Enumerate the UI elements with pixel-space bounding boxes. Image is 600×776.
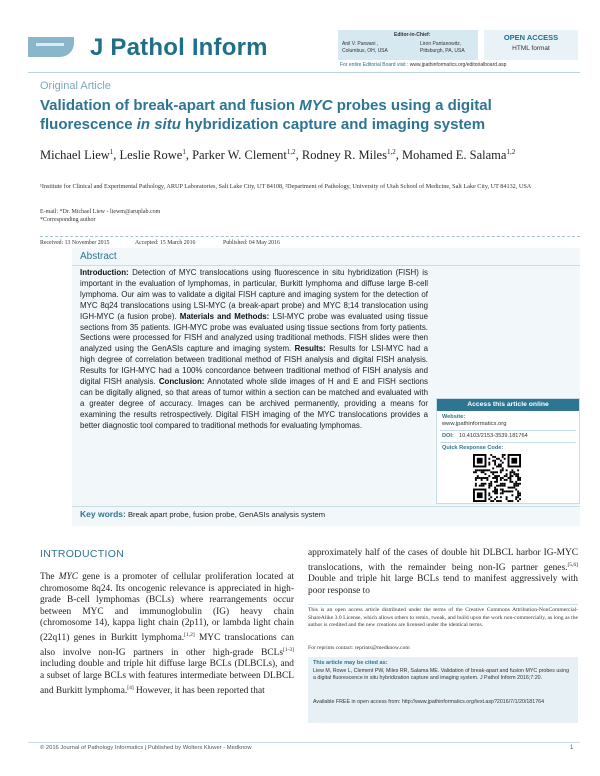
qr-code-icon[interactable] [473,454,521,502]
title-myc: MYC [299,97,333,114]
access-panel-header: Access this article online [437,399,579,411]
abstract-results-label: Results: [294,344,326,354]
editorial-board-line [340,62,580,68]
abstract-intro-text: Detection of MYC translocations using fluorescence in situ hybridization (FISH) is important in the evaluation of lymphomas, in particular, Burkitt lymphoma and diffuse large B-cell lymphoma. Our aim was to validate a digital FISH capture and imaging system for the detection of MYC 8q24 translocations using LSI-MYC (a break-apart probe) and MYC 8;14 translocation using IGH-MYC (a fusion probe). [80,268,428,321]
abstract-conclusion-label: Conclusion: [158,377,205,387]
journal-logo [28,34,318,62]
corresponding-author-note: *Corresponding author [40,217,96,223]
abstract-divider [72,265,580,266]
abstract-conclusion-text: Annotated whole slide images of H and E and FISH sections can be digitally aligned, so that areas of tumor within a section can be matched and evaluated with a greater degree of accuracy. Images can be archived permanently, providing a means for examining the results retrospectively. Digital FISH imaging of the MYC translocations provides a better diagnostic tool compared to traditional methods for evaluating lymphomas. [80,377,428,430]
article-title [40,96,570,134]
keywords-list: Break apart probe, fusion probe, GenASIs analysis system [127,510,326,519]
intro-text: Double and triple hit large BCLs tend to manifest aggressively with poor response to [308,574,578,596]
title-part-1: Validation of break-apart and fusion [40,97,300,114]
journal-name: J Pathol Inform [90,34,268,61]
citation-ref[interactable]: [1-3] [283,646,294,653]
open-access-label: OPEN ACCESS [503,33,559,42]
access-online-panel [436,398,580,504]
doi-value[interactable]: 10.4103/2153-3539.181764 [459,433,528,439]
author-affiliation: 1,2 [506,148,516,156]
author-name: Michael Liew [40,148,110,163]
website-label: Website: [442,414,466,420]
article-type: Original Article [40,80,111,92]
editor-1-location: Columbus, OH, USA [342,48,388,54]
logo-mark-icon [28,37,74,57]
header-divider [28,72,580,73]
editorial-board-link[interactable]: www.jpathinformatics.org/editorialboard.asp [409,62,507,68]
author-affiliation: 1,2 [386,148,396,156]
author-name: Mohamed E. Salama [401,148,507,163]
availability-link[interactable]: Available FREE in open access from: http://www.jpathinformatics.org/text.asp?2016/7/1/20/181764 [313,699,545,705]
corresponding-email[interactable]: E-mail: *Dr. Michael Liew - liewm@aruplab.com [40,209,161,215]
title-part-3: hybridization capture and imaging system [180,116,486,133]
access-divider [440,430,576,431]
citation-box [308,657,578,723]
title-in-situ: in situ [136,116,181,133]
intro-text: MYC translocations can also involve non-IG partners in other high-grade BCLs [40,633,294,658]
editor-title: Editor-in-Chief: [394,32,431,38]
keywords [80,509,430,519]
introduction-column-2 [308,548,578,598]
abstract-intro-label: Introduction: [80,268,129,277]
abstract-methods-label: Materials and Methods: [179,311,270,321]
qr-code-label: Quick Response Code: [442,445,504,451]
citation-text: Liew M, Rowe L, Clement PW, Miles RR, Salama ME. Validation of break-apart and fusion MYC probes using a digital fluorescence in situ hybridization capture and imaging system. J Pathol Inform 2016;7:20. [313,668,570,682]
citation-label: This article may be cited as: [313,660,388,666]
license-divider [308,604,578,605]
author-affiliation: 1 [182,148,186,156]
editor-2 [420,41,465,55]
doi-label: DOI: [442,433,454,439]
intro-text: However, it has been reported that [133,685,265,696]
date-accepted: Accepted: 15 March 2016 [135,240,196,246]
author-affiliation: 1 [109,148,114,156]
keywords-divider [72,506,580,507]
open-access-box [484,30,578,60]
editor-2-location: Pittsburgh, PA, USA [420,48,465,54]
date-received: Received: 13 November 2015 [40,240,110,246]
reprints-contact: For reprints contact: reprints@medknow.com [308,645,410,651]
footer-divider [28,742,580,743]
intro-text: The [40,572,59,582]
citation-ref[interactable]: [5,6] [567,561,578,568]
footer-copyright: © 2016 Journal of Pathology Informatics | Published by Wolters Kluwer - Medknow [40,745,252,751]
author-name: Parker W. Clement [192,148,287,163]
editorial-board-label: For entire Editorial Board visit : [340,62,409,68]
editor-1-name: Anil V. Parwani , [342,41,379,47]
author-name: Leslie Rowe [119,148,183,163]
html-format-label: HTML format [512,45,550,52]
website-link[interactable]: www.jpathinformatics.org [442,421,507,427]
keywords-label: Key words: [80,509,126,519]
introduction-heading: INTRODUCTION [40,548,125,560]
author-list: Michael Liew$^1$, Leslie Rowe$^1$, Parker W. Clement$^{1,2}$, Rodney R. Miles$^{1,2}$, Mohamed E. Salama$^{1,2}$ [40,148,516,163]
editor-in-chief-box [338,30,478,60]
access-divider [440,442,576,443]
editor-1 [342,41,388,55]
author-affiliation: 1,2 [286,148,296,156]
intro-text: gene is a promoter of cellular proliferation located at chromosome 8q24. Its oncogenic relevance is appreciated in high-grade B-cell lymphomas (BCLs) where rearrangements occur between MYC and immunoglobulin (IG) heavy chain (chromosome 14), kappa light chain (2p11), or lambda light chain (22q11) genes in Burkitt lymphoma. [40,572,294,644]
date-published: Published: 04 May 2016 [223,240,280,246]
intro-text: approximately half of the cases of double hit DLBCL harbor IG-MYC translocations, with the remainder being non-IG partner genes. [308,548,578,573]
intro-text: including double and triple hit diffuse large BCLs (DLBCLs), and a subset of large BCLs with features intermediate between DLBCL and Burkitt lymphoma. [40,659,294,696]
page-number: 1 [570,745,574,751]
author-name: Rodney R. Miles [301,148,387,163]
citation-ref[interactable]: [4] [127,684,134,691]
title-part-2: probes using a digital fluorescence [40,97,492,133]
license-text: This is an open access article distributed under the terms of the Creative Commons Attribution-NonCommercial-ShareAlike 3.0 License, which allows others to remix, tweak, and build upon the work non-commercially, as long as the author is credited and the new creations are licensed under the identical terms. [308,607,578,629]
editor-2-name: Liron Pantanowitz, [420,41,462,47]
affiliations: ¹Institute for Clinical and Experimental Pathology, ARUP Laboratories, Salt Lake City, UT 84108, ²Department of Pathology, University of Utah School of Medicine, Salt Lake City, UT 84132, USA [40,183,532,190]
introduction-column-1 [40,572,294,697]
abstract-heading: Abstract [80,251,117,262]
citation-ref[interactable]: [1,2] [184,631,195,638]
abstract-methods-text: LSI-MYC probe was evaluated using tissue sections from 35 patients. IGH-MYC probe was evaluated using tissue sections from forty patients. Sections were processed for FISH and analyzed using traditional methods. FISH slides were then analyzed using the GenASIs capture and imaging system. [80,311,428,354]
dates-divider [40,236,580,237]
abstract-text [80,268,428,432]
intro-gene-name: MYC [58,572,78,582]
abstract-results-text: Results for LSI-MYC had a high degree of correlation between traditional method of FISH analysis and digital FISH analysis. Results for IGH-MYC had a 100% concordance between traditional method of FISH analysis and digital FISH analysis. [80,344,428,387]
